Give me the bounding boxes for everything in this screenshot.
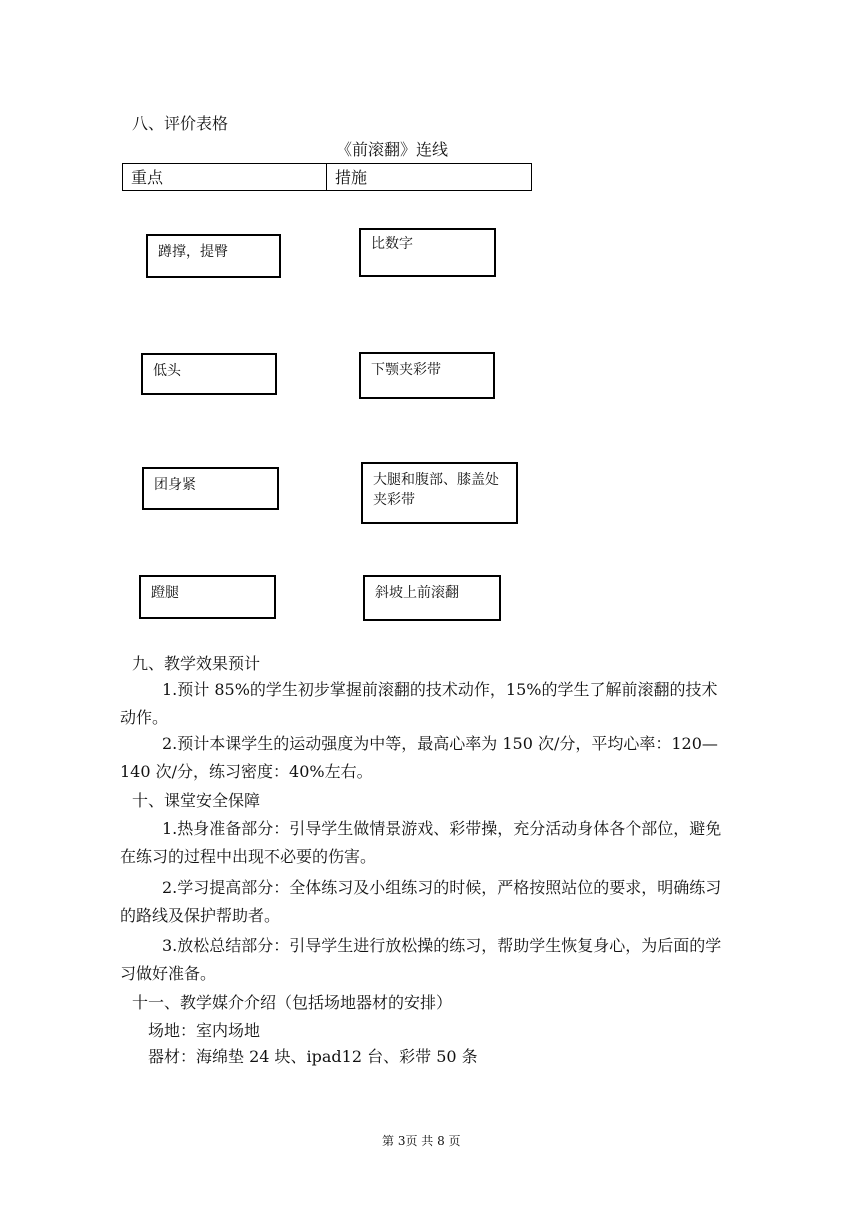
table-header-measure: 措施 bbox=[335, 168, 368, 187]
left-box-4: 蹬腿 bbox=[139, 575, 276, 619]
section10-paragraph-3: 3.放松总结部分：引导学生进行放松操的练习，帮助学生恢复身心，为后面的学习做好准备。 bbox=[120, 936, 722, 983]
left-box-2: 低头 bbox=[141, 353, 277, 395]
left-box-3: 团身紧 bbox=[142, 467, 279, 510]
section8-heading: 八、评价表格 bbox=[132, 114, 229, 133]
right-box-1: 比数字 bbox=[359, 228, 496, 277]
right-box-2: 下颚夹彩带 bbox=[359, 352, 495, 399]
evaluation-table bbox=[122, 163, 532, 191]
section9-paragraph-1: 1.预计 85%的学生初步掌握前滚翻的技术动作，15%的学生了解前滚翻的技术动作。 bbox=[120, 680, 718, 727]
left-box-1: 蹲撑，提臀 bbox=[146, 234, 281, 278]
section10-heading: 十、课堂安全保障 bbox=[132, 791, 261, 810]
section9-paragraph-2: 2.预计本课学生的运动强度为中等，最高心率为 150 次/分，平均心率：120—140 次/分，练习密度：40%左右。 bbox=[120, 734, 718, 781]
equipment-line: 器材：海绵垫 24 块、ipad12 台、彩带 50 条 bbox=[148, 1047, 478, 1066]
table-title: 《前滚翻》连线 bbox=[336, 140, 449, 159]
venue-line: 场地：室内场地 bbox=[148, 1021, 261, 1040]
section10-paragraph-1: 1.热身准备部分：引导学生做情景游戏、彩带操，充分活动身体各个部位，避免在练习的过程中出现不必要的伤害。 bbox=[120, 819, 722, 866]
right-box-3: 大腿和腹部、膝盖处夹彩带 bbox=[361, 462, 518, 524]
right-box-4: 斜坡上前滚翻 bbox=[363, 575, 501, 621]
section11-heading: 十一、教学媒介介绍（包括场地器材的安排） bbox=[132, 993, 453, 1012]
section9-heading: 九、教学效果预计 bbox=[132, 654, 261, 673]
table-header-key-point: 重点 bbox=[123, 164, 327, 190]
section10-paragraph-2: 2.学习提高部分：全体练习及小组练习的时候，严格按照站位的要求，明确练习的路线及保护帮助者。 bbox=[120, 878, 722, 925]
page-number: 第 3页 共 8 页 bbox=[382, 1134, 461, 1148]
